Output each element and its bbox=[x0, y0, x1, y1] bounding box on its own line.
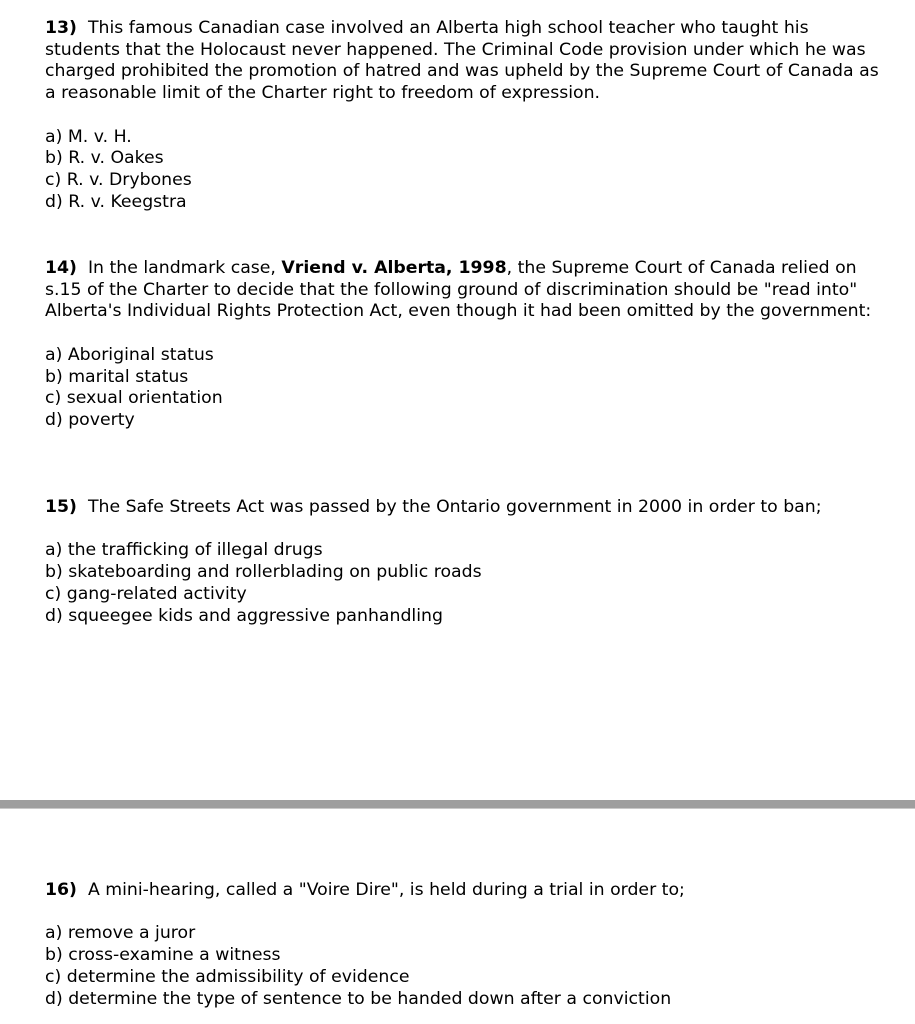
question-16-stem bbox=[45, 880, 885, 902]
question-13-options bbox=[45, 127, 885, 214]
question-16-option-a: a) remove a juror bbox=[45, 923, 196, 944]
question-13-option-d: d) R. v. Keegstra bbox=[45, 191, 187, 212]
question-14 bbox=[45, 258, 885, 432]
question-14-case-name: Vriend v. Alberta, 1998 bbox=[281, 258, 507, 278]
question-15-stem bbox=[45, 497, 885, 519]
question-14-option-c: c) sexual orientation bbox=[45, 388, 223, 409]
question-13-number: 13) bbox=[45, 18, 77, 38]
question-16-option-c: c) determine the admissibility of evidence bbox=[45, 966, 410, 987]
question-15-option-b: b) skateboarding and rollerblading on public roads bbox=[45, 562, 482, 583]
question-13 bbox=[45, 18, 885, 213]
question-16-number: 16) bbox=[45, 880, 77, 900]
question-14-options bbox=[45, 345, 885, 432]
question-16 bbox=[45, 880, 885, 1010]
question-13-option-b: b) R. v. Oakes bbox=[45, 148, 164, 169]
question-16-option-d: d) determine the type of sentence to be handed down after a conviction bbox=[45, 988, 672, 1009]
question-16-text: A mini-hearing, called a "Voire Dire", is held during a trial in order to; bbox=[87, 880, 685, 900]
question-13-option-a: a) M. v. H. bbox=[45, 126, 132, 147]
question-15-option-a: a) the trafficking of illegal drugs bbox=[45, 540, 323, 561]
question-14-text-after: , the Supreme Court of Canada relied on s.15 of the Charter to decide that the following ground of discrimination should be "read into" Alberta's Individual Rights Protection Act, even though it had been omitted by the government: bbox=[45, 258, 872, 322]
question-14-text-before: In the landmark case, bbox=[87, 258, 276, 278]
question-15-options bbox=[45, 540, 885, 627]
question-13-stem bbox=[45, 18, 885, 105]
page-break-divider bbox=[0, 800, 915, 809]
question-13-option-c: c) R. v. Drybones bbox=[45, 169, 192, 190]
question-15 bbox=[45, 497, 885, 627]
question-14-option-a: a) Aboriginal status bbox=[45, 344, 214, 365]
question-15-number: 15) bbox=[45, 497, 77, 517]
question-15-option-d: d) squeegee kids and aggressive panhandling bbox=[45, 605, 443, 626]
question-14-stem bbox=[45, 258, 885, 323]
question-14-option-b: b) marital status bbox=[45, 366, 189, 387]
question-16-options bbox=[45, 923, 885, 1010]
question-14-number: 14) bbox=[45, 258, 77, 278]
question-15-option-c: c) gang-related activity bbox=[45, 583, 247, 604]
question-16-option-b: b) cross-examine a witness bbox=[45, 945, 281, 966]
question-13-text: This famous Canadian case involved an Alberta high school teacher who taught his students that the Holocaust never happened. The Criminal Code provision under which he was charged prohibited the promotion of hatred and was upheld by the Supreme Court of Canada as a reasonable limit of the Charter right to freedom of expression. bbox=[45, 18, 879, 104]
question-15-text: The Safe Streets Act was passed by the Ontario government in 2000 in order to ban; bbox=[87, 497, 822, 517]
question-14-option-d: d) poverty bbox=[45, 409, 135, 430]
